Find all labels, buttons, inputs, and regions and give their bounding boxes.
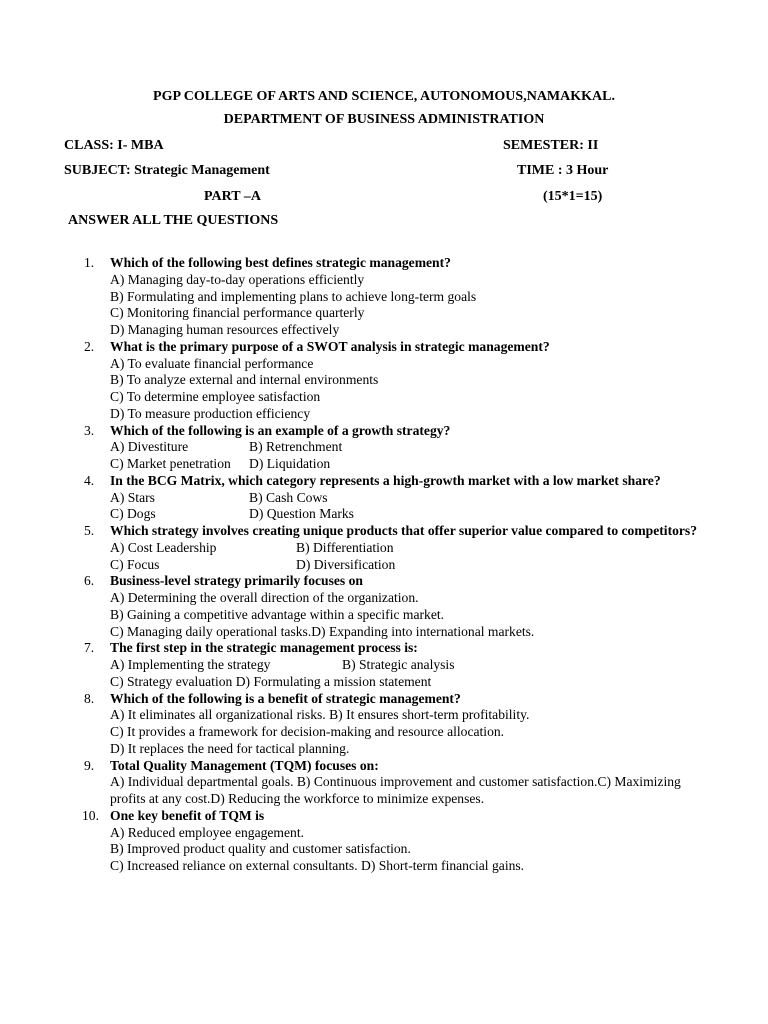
- department-title: DEPARTMENT OF BUSINESS ADMINISTRATION: [223, 112, 545, 127]
- option: D) Liquidation: [249, 456, 331, 471]
- question-text: Total Quality Management (TQM) focuses on:: [110, 757, 379, 773]
- option: A) Implementing the strategy: [110, 657, 271, 672]
- question-text: In the BCG Matrix, which category represents a high-growth market with a low market share?: [110, 472, 661, 488]
- option: A) Individual departmental goals. B) Continuous improvement and customer satisfaction.C) Maximizing profits at any cost.D) Reducing the workforce to minimize expenses.: [110, 774, 681, 806]
- question-text: Which of the following is an example of a growth strategy?: [110, 422, 451, 438]
- question-9: [0, 758, 768, 808]
- option: A) It eliminates all organizational risks. B) It ensures short-term profitability.: [110, 707, 530, 723]
- option: B) Formulating and implementing plans to achieve long-term goals: [110, 288, 477, 304]
- question-number: 2.: [84, 338, 95, 354]
- question-7: [0, 640, 768, 690]
- option: A) To evaluate financial performance: [110, 355, 314, 371]
- question-5: [0, 523, 768, 573]
- question-number: 8.: [84, 690, 95, 706]
- question-text: Which of the following best defines strategic management?: [110, 255, 451, 270]
- question-6: [0, 573, 768, 640]
- question-number: 6.: [84, 573, 95, 589]
- option: D) Managing human resources effectively: [110, 322, 340, 337]
- subject-label: SUBJECT: Strategic Management: [64, 163, 270, 178]
- question-2: [0, 339, 768, 423]
- question-text: Business-level strategy primarily focuses on: [110, 573, 363, 589]
- option: B) Improved product quality and customer satisfaction.: [110, 841, 411, 857]
- question-10: [0, 808, 768, 875]
- question-text: The first step in the strategic management process is:: [110, 640, 418, 656]
- option: A) Reduced employee engagement.: [110, 824, 305, 840]
- option-row: [110, 557, 768, 574]
- option: A) Determining the overall direction of the organization.: [110, 590, 419, 605]
- option-row: [110, 456, 768, 473]
- option-row: [110, 657, 768, 674]
- option-row: [110, 439, 768, 456]
- semester-label: SEMESTER: II: [503, 138, 599, 153]
- college-title: PGP COLLEGE OF ARTS AND SCIENCE, AUTONOMOUS,NAMAKKAL.: [153, 89, 615, 104]
- option: D) Diversification: [296, 556, 396, 572]
- part-label: PART –A: [204, 189, 261, 204]
- question-1: [0, 255, 768, 339]
- marks-label: (15*1=15): [543, 189, 603, 204]
- option: A) Managing day-to-day operations efficiently: [110, 271, 365, 287]
- option: B) Gaining a competitive advantage within a specific market.: [110, 606, 445, 622]
- option: C) It provides a framework for decision-making and resource allocation.: [110, 724, 505, 739]
- option-row: [110, 506, 768, 523]
- option: D) Question Marks: [249, 506, 354, 522]
- option: C) Focus: [110, 556, 160, 572]
- option: A) Cost Leadership: [110, 539, 217, 555]
- question-number: 3.: [84, 422, 95, 438]
- option-row: [110, 540, 768, 557]
- question-number: 10.: [82, 807, 99, 823]
- question-number: 4.: [84, 472, 95, 488]
- option: C) Managing daily operational tasks.D) Expanding into international markets.: [110, 623, 535, 639]
- option: A) Stars: [110, 489, 155, 505]
- question-text: Which strategy involves creating unique products that offer superior value compared to competitors?: [110, 523, 698, 538]
- question-8: [0, 691, 768, 758]
- question-number: 5.: [84, 523, 95, 538]
- question-text: What is the primary purpose of a SWOT analysis in strategic management?: [110, 338, 550, 354]
- question-3: [0, 423, 768, 473]
- option: C) Increased reliance on external consultants. D) Short-term financial gains.: [110, 858, 525, 873]
- option-row: [110, 490, 768, 507]
- option: D) To measure production efficiency: [110, 405, 311, 421]
- option: C) Monitoring financial performance quarterly: [110, 305, 365, 321]
- option: B) Retrenchment: [249, 439, 343, 455]
- question-number: 1.: [84, 255, 95, 270]
- option-row: [110, 674, 768, 691]
- question-number: 7.: [84, 640, 95, 656]
- option: B) Strategic analysis: [342, 657, 455, 672]
- option: A) Divestiture: [110, 439, 189, 455]
- option: B) To analyze external and internal environments: [110, 372, 379, 388]
- question-text: Which of the following is a benefit of strategic management?: [110, 690, 461, 706]
- time-label: TIME : 3 Hour: [517, 163, 609, 178]
- option: B) Differentiation: [296, 539, 394, 555]
- question-4: [0, 473, 768, 523]
- option: C) Market penetration: [110, 456, 231, 471]
- question-list: [0, 255, 768, 875]
- option: B) Cash Cows: [249, 489, 328, 505]
- option: C) Dogs: [110, 506, 156, 522]
- instruction-label: ANSWER ALL THE QUESTIONS: [68, 213, 279, 228]
- option: C) Strategy evaluation D) Formulating a mission statement: [110, 673, 432, 689]
- class-label: CLASS: I- MBA: [64, 138, 164, 153]
- option: C) To determine employee satisfaction: [110, 389, 321, 404]
- question-text: One key benefit of TQM is: [110, 807, 265, 823]
- question-number: 9.: [84, 757, 95, 773]
- option: D) It replaces the need for tactical planning.: [110, 740, 350, 756]
